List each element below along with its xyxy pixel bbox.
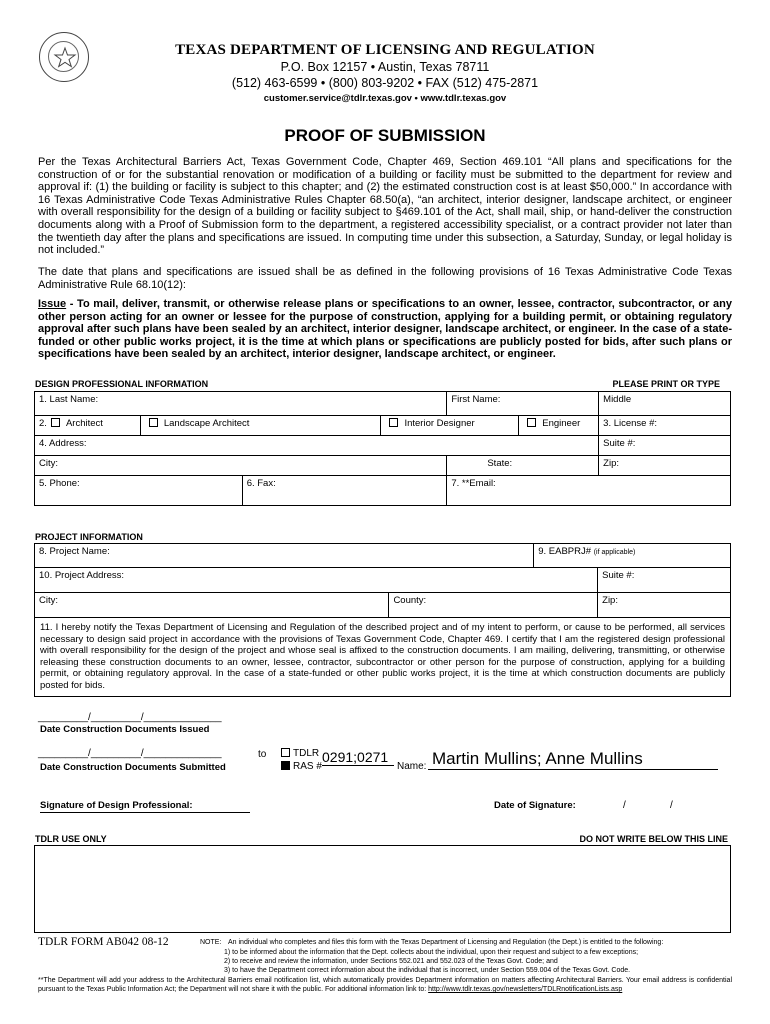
project-section-title: PROJECT INFORMATION: [35, 532, 143, 542]
form-id: TDLR FORM AB042 08-12: [38, 936, 169, 948]
license-field[interactable]: 3. License #:: [599, 416, 731, 436]
interior-designer-checkbox[interactable]: [389, 418, 398, 427]
signature-label[interactable]: Signature of Design Professional:: [40, 800, 193, 811]
submitted-date-label: Date Construction Documents Submitted: [40, 762, 226, 773]
tdlr-option[interactable]: TDLR: [281, 748, 319, 759]
ras-number-input[interactable]: 0291;0271: [322, 749, 394, 766]
eabprj-field[interactable]: 9. EABPRJ# (if applicable): [534, 544, 731, 568]
suite-field[interactable]: Suite #:: [599, 436, 731, 456]
email-confidentiality-note: **The Department will add your address to the Architectural Barriers email notification list, which automatically provides Department information on matters affecting Architectural Barriers. Your email address is confidential pursuant to the Texas Public Information Act; the Department will not share it with the public. For additional information link to: http://www.tdlr.texas.gov/newsletters/TDLRnotificationLists.asp: [38, 977, 732, 993]
intro-paragraph: Per the Texas Architectural Barriers Act, Texas Government Code, Chapter 469, Section 469.101 “All plans and specifications for the construction of or for the substantial renovation or modification of a building or facility must be submitted to the department for review and approval if: (1) the building or facility is subject to this chapter; and (2) the estimated construction cost is at least $50,000.” In accordance with 16 Texas Administrative Code Texas Administrative Rules Chapter 68.50(a), “an architect, interior designer, landscape architect, or engineer with overall responsibility for the design of a building or facility subject to §469.101 of the Act, shall mail, ship, or hand-deliver the construction documents along with a Proof of Submission form to the department, a registered accessibility specialist, or a contract provider not later than the twentieth day after the plans and specifications are issued. In computing time under this subsection, a Saturday, Sunday, or legal holiday is not included.”: [38, 156, 732, 257]
do-not-write-label: DO NOT WRITE BELOW THIS LINE: [579, 834, 728, 844]
middle-name-field[interactable]: Middle: [599, 392, 731, 416]
ras-option[interactable]: RAS #: [281, 761, 322, 772]
engineer-checkbox[interactable]: [527, 418, 536, 427]
interior-designer-option[interactable]: Interior Designer: [381, 416, 519, 436]
zip-field[interactable]: Zip:: [599, 456, 731, 476]
certification-statement: 11. I hereby notify the Texas Department of Licensing and Regulation of the described project and of my intent to perform, or cause to be performed, all services necessary to design said project in accordance with the provisions of Texas Government Code, Chapter 469. I certify that I am the registered design professional with overall responsibility for the design of the project and whose seal is affixed to the construction documents. I am mailing, delivering, transmitting, or otherwise releasing these construction documents to an owner, lessee, contractor, subcontractor or other person for the purpose of construction, applying for a building permit, or obtaining regulatory approval. In the case of a state-funded or other public works project, it is the time at which construction documents are publicly posted for bids.: [35, 618, 731, 697]
architect-option[interactable]: 2. Architect: [35, 416, 141, 436]
engineer-option[interactable]: Engineer: [519, 416, 599, 436]
page-title: PROOF OF SUBMISSION: [284, 126, 486, 145]
submitted-date-input[interactable]: _________/_________/______________: [38, 748, 222, 759]
landscape-architect-checkbox[interactable]: [149, 418, 158, 427]
project-address-field[interactable]: 10. Project Address:: [35, 568, 598, 593]
agency-phones: (512) 463-6599 • (800) 803-9202 • FAX (512) 475-2871: [231, 76, 539, 90]
landscape-architect-option[interactable]: Landscape Architect: [140, 416, 381, 436]
signature-line: [40, 812, 250, 813]
architect-checkbox[interactable]: [51, 418, 60, 427]
note-intro: An individual who completes and files this form with the Texas Department of Licensing and Regulation (the Dept.) is entitled to the following:: [228, 939, 664, 946]
signature-date-slash-1[interactable]: /: [623, 800, 626, 811]
office-use-box: [34, 845, 731, 933]
email-field[interactable]: 7. **Email:: [447, 476, 731, 506]
signature-date-label: Date of Signature:: [494, 800, 576, 811]
issue-term: Issue: [38, 298, 67, 310]
project-suite-field[interactable]: Suite #:: [598, 568, 731, 593]
print-note: PLEASE PRINT OR TYPE: [612, 379, 720, 389]
to-label: to: [258, 749, 267, 760]
fax-field[interactable]: 6. Fax:: [242, 476, 447, 506]
project-city-field[interactable]: City:: [35, 593, 389, 618]
issued-date-input[interactable]: _________/_________/______________: [38, 712, 222, 723]
project-name-field[interactable]: 8. Project Name:: [35, 544, 534, 568]
agency-name: TEXAS DEPARTMENT OF LICENSING AND REGULATION: [175, 42, 595, 58]
phone-field[interactable]: 5. Phone:: [35, 476, 243, 506]
project-county-field[interactable]: County:: [389, 593, 598, 618]
ras-name-input[interactable]: Martin Mullins; Anne Mullins: [428, 749, 718, 770]
agency-contact: customer.service@tdlr.texas.gov • www.tdlr.texas.gov: [263, 93, 507, 104]
tdlr-checkbox[interactable]: [281, 748, 290, 757]
first-name-field[interactable]: First Name:: [447, 392, 599, 416]
issue-text: - To mail, deliver, transmit, or otherwise release plans or specifications to an owner, lessee, contractor, subcontractor, or any other person acting for an owner or lessee for the purpose of construction, applying for a building permit, or obtaining regulatory approval after such plans have been sealed by an architect, interior designer, landscape architect, or engineer. In the case of a state-funded or other public works project, it is the time at which plans or specifications are publicly posted for bids, after such plans or specifications have been sealed by an architect, interior designer, landscape architect, or engineer.: [38, 298, 732, 361]
notification-lists-link[interactable]: http://www.tdlr.texas.gov/newsletters/TDLRnotificationLists.asp: [428, 986, 623, 993]
name-label: Name:: [397, 761, 427, 772]
tdlr-use-only-label: TDLR USE ONLY: [35, 834, 107, 844]
issued-definition-paragraph: The date that plans and specifications are issued shall be as defined in the following provisions of 16 Texas Administrative Code Texas Administrative Rule 68.10(12):: [38, 266, 732, 291]
note-item-2: 2) to receive and review the information, under Sections 552.021 and 552.023 of the Texas Govt. Code; and: [224, 958, 558, 965]
agency-address: P.O. Box 12157 • Austin, Texas 78711: [280, 60, 490, 74]
city-field[interactable]: City:: [35, 456, 447, 476]
design-professional-table: [34, 391, 731, 506]
note-item-1: 1) to be informed about the information that the Dept. collects about the individual, upon their request and subject to a few exceptions;: [224, 949, 639, 956]
note-label: NOTE:: [200, 939, 222, 946]
note-item-3: 3) to have the Department correct information about the individual that is incorrect, under Section 559.004 of the Texas Govt. Code.: [224, 967, 631, 974]
design-section-title: DESIGN PROFESSIONAL INFORMATION: [35, 379, 209, 389]
last-name-field[interactable]: 1. Last Name:: [35, 392, 447, 416]
ras-checkbox-checked[interactable]: [281, 761, 290, 770]
address-field[interactable]: 4. Address:: [35, 436, 599, 456]
state-field[interactable]: State:: [447, 456, 599, 476]
issued-date-label: Date Construction Documents Issued: [40, 724, 210, 735]
project-zip-field[interactable]: Zip:: [598, 593, 731, 618]
project-table: [34, 543, 731, 697]
issue-definition: [38, 298, 732, 361]
signature-date-slash-2[interactable]: /: [670, 800, 673, 811]
